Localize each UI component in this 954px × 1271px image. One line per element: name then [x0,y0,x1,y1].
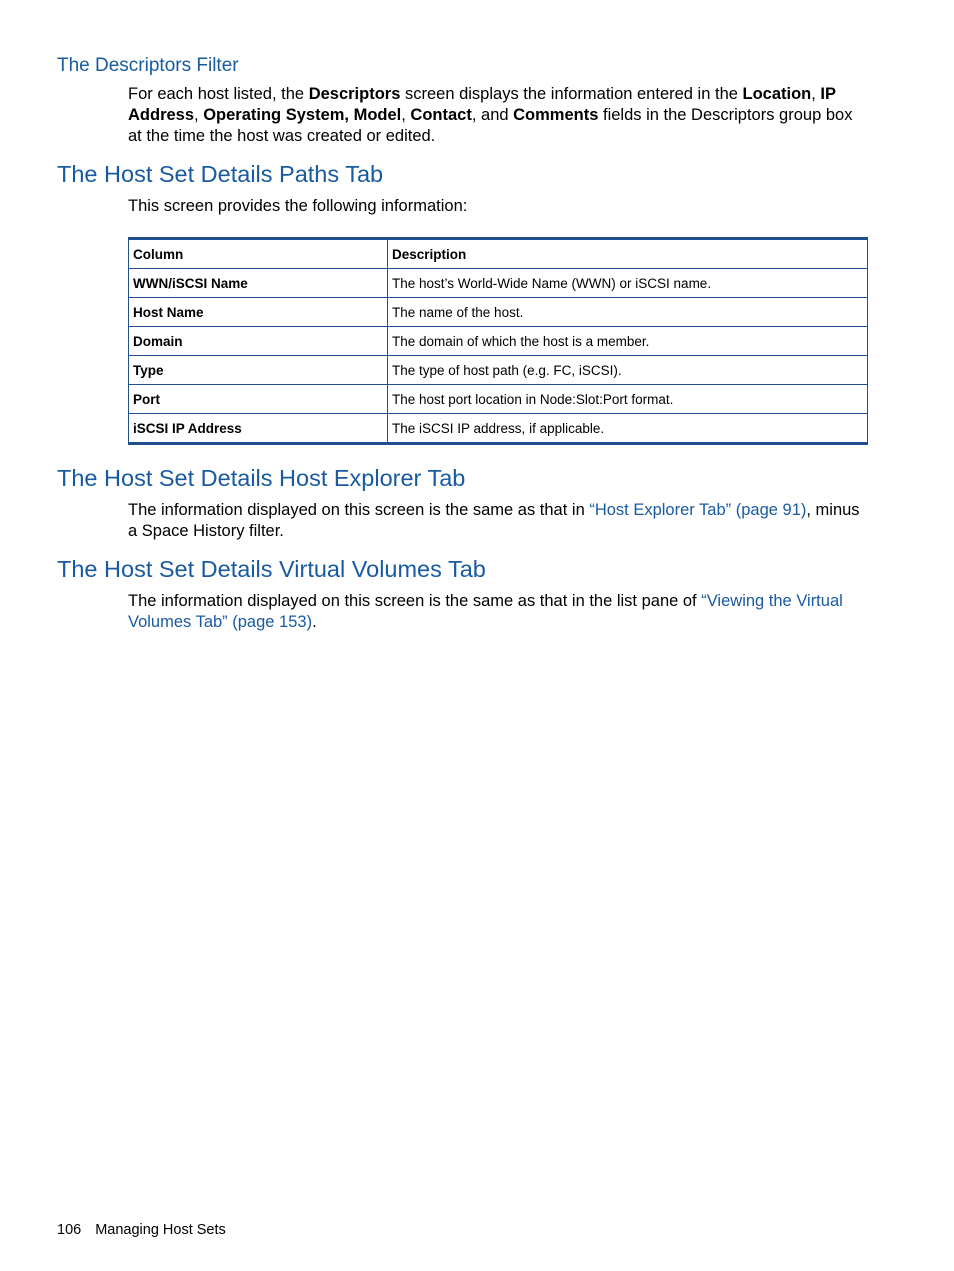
table-cell-description: The host port location in Node:Slot:Port format. [388,385,868,414]
table-cell-column: iSCSI IP Address [129,414,388,444]
paths-info-table [128,237,868,445]
table-header-row [129,239,868,269]
table-row [129,298,868,327]
table-row [129,356,868,385]
table-row [129,269,868,298]
descriptors-filter-heading: The Descriptors Filter [57,55,239,76]
table-cell-description: The type of host path (e.g. FC, iSCSI). [388,356,868,385]
page-footer [57,1222,226,1238]
table-row [129,385,868,414]
host-explorer-tab-link[interactable]: “Host Explorer Tab” (page 91) [589,501,807,519]
table-cell-column: Domain [129,327,388,356]
table-cell-description: The name of the host. [388,298,868,327]
host-explorer-paragraph: The information displayed on this screen is the same as that in “Host Explorer Tab” (page 91), minus a Space History filter. [128,501,860,540]
table-header-column: Column [129,239,388,269]
paths-tab-heading: The Host Set Details Paths Tab [57,161,384,187]
table-cell-column: Port [129,385,388,414]
table-cell-column: Type [129,356,388,385]
host-explorer-tab-heading: The Host Set Details Host Explorer Tab [57,465,466,491]
paths-intro: This screen provides the following information: [128,197,468,215]
table-cell-description: The domain of which the host is a member. [388,327,868,356]
table-cell-column: WWN/iSCSI Name [129,269,388,298]
table-cell-column: Host Name [129,298,388,327]
chapter-title: Managing Host Sets [95,1222,226,1238]
table-row [129,327,868,356]
table-row [129,414,868,444]
virtual-volumes-tab-heading: The Host Set Details Virtual Volumes Tab [57,556,486,582]
virtual-volumes-paragraph: The information displayed on this screen is the same as that in the list pane of “Viewing the Virtual Volumes Tab” (page 153). [128,592,843,631]
table-header-description: Description [388,239,868,269]
table-cell-description: The iSCSI IP address, if applicable. [388,414,868,444]
table-cell-description: The host’s World-Wide Name (WWN) or iSCSI name. [388,269,868,298]
descriptors-paragraph: For each host listed, the Descriptors screen displays the information entered in the Location, IP Address, Operating System, Model, Contact, and Comments fields in the Descriptors group box at the time the host was created or edited. [128,85,853,145]
page-number: 106 [57,1222,82,1238]
viewing-virtual-volumes-tab-link[interactable]: “Viewing the Virtual Volumes Tab” (page 153) [128,592,843,631]
